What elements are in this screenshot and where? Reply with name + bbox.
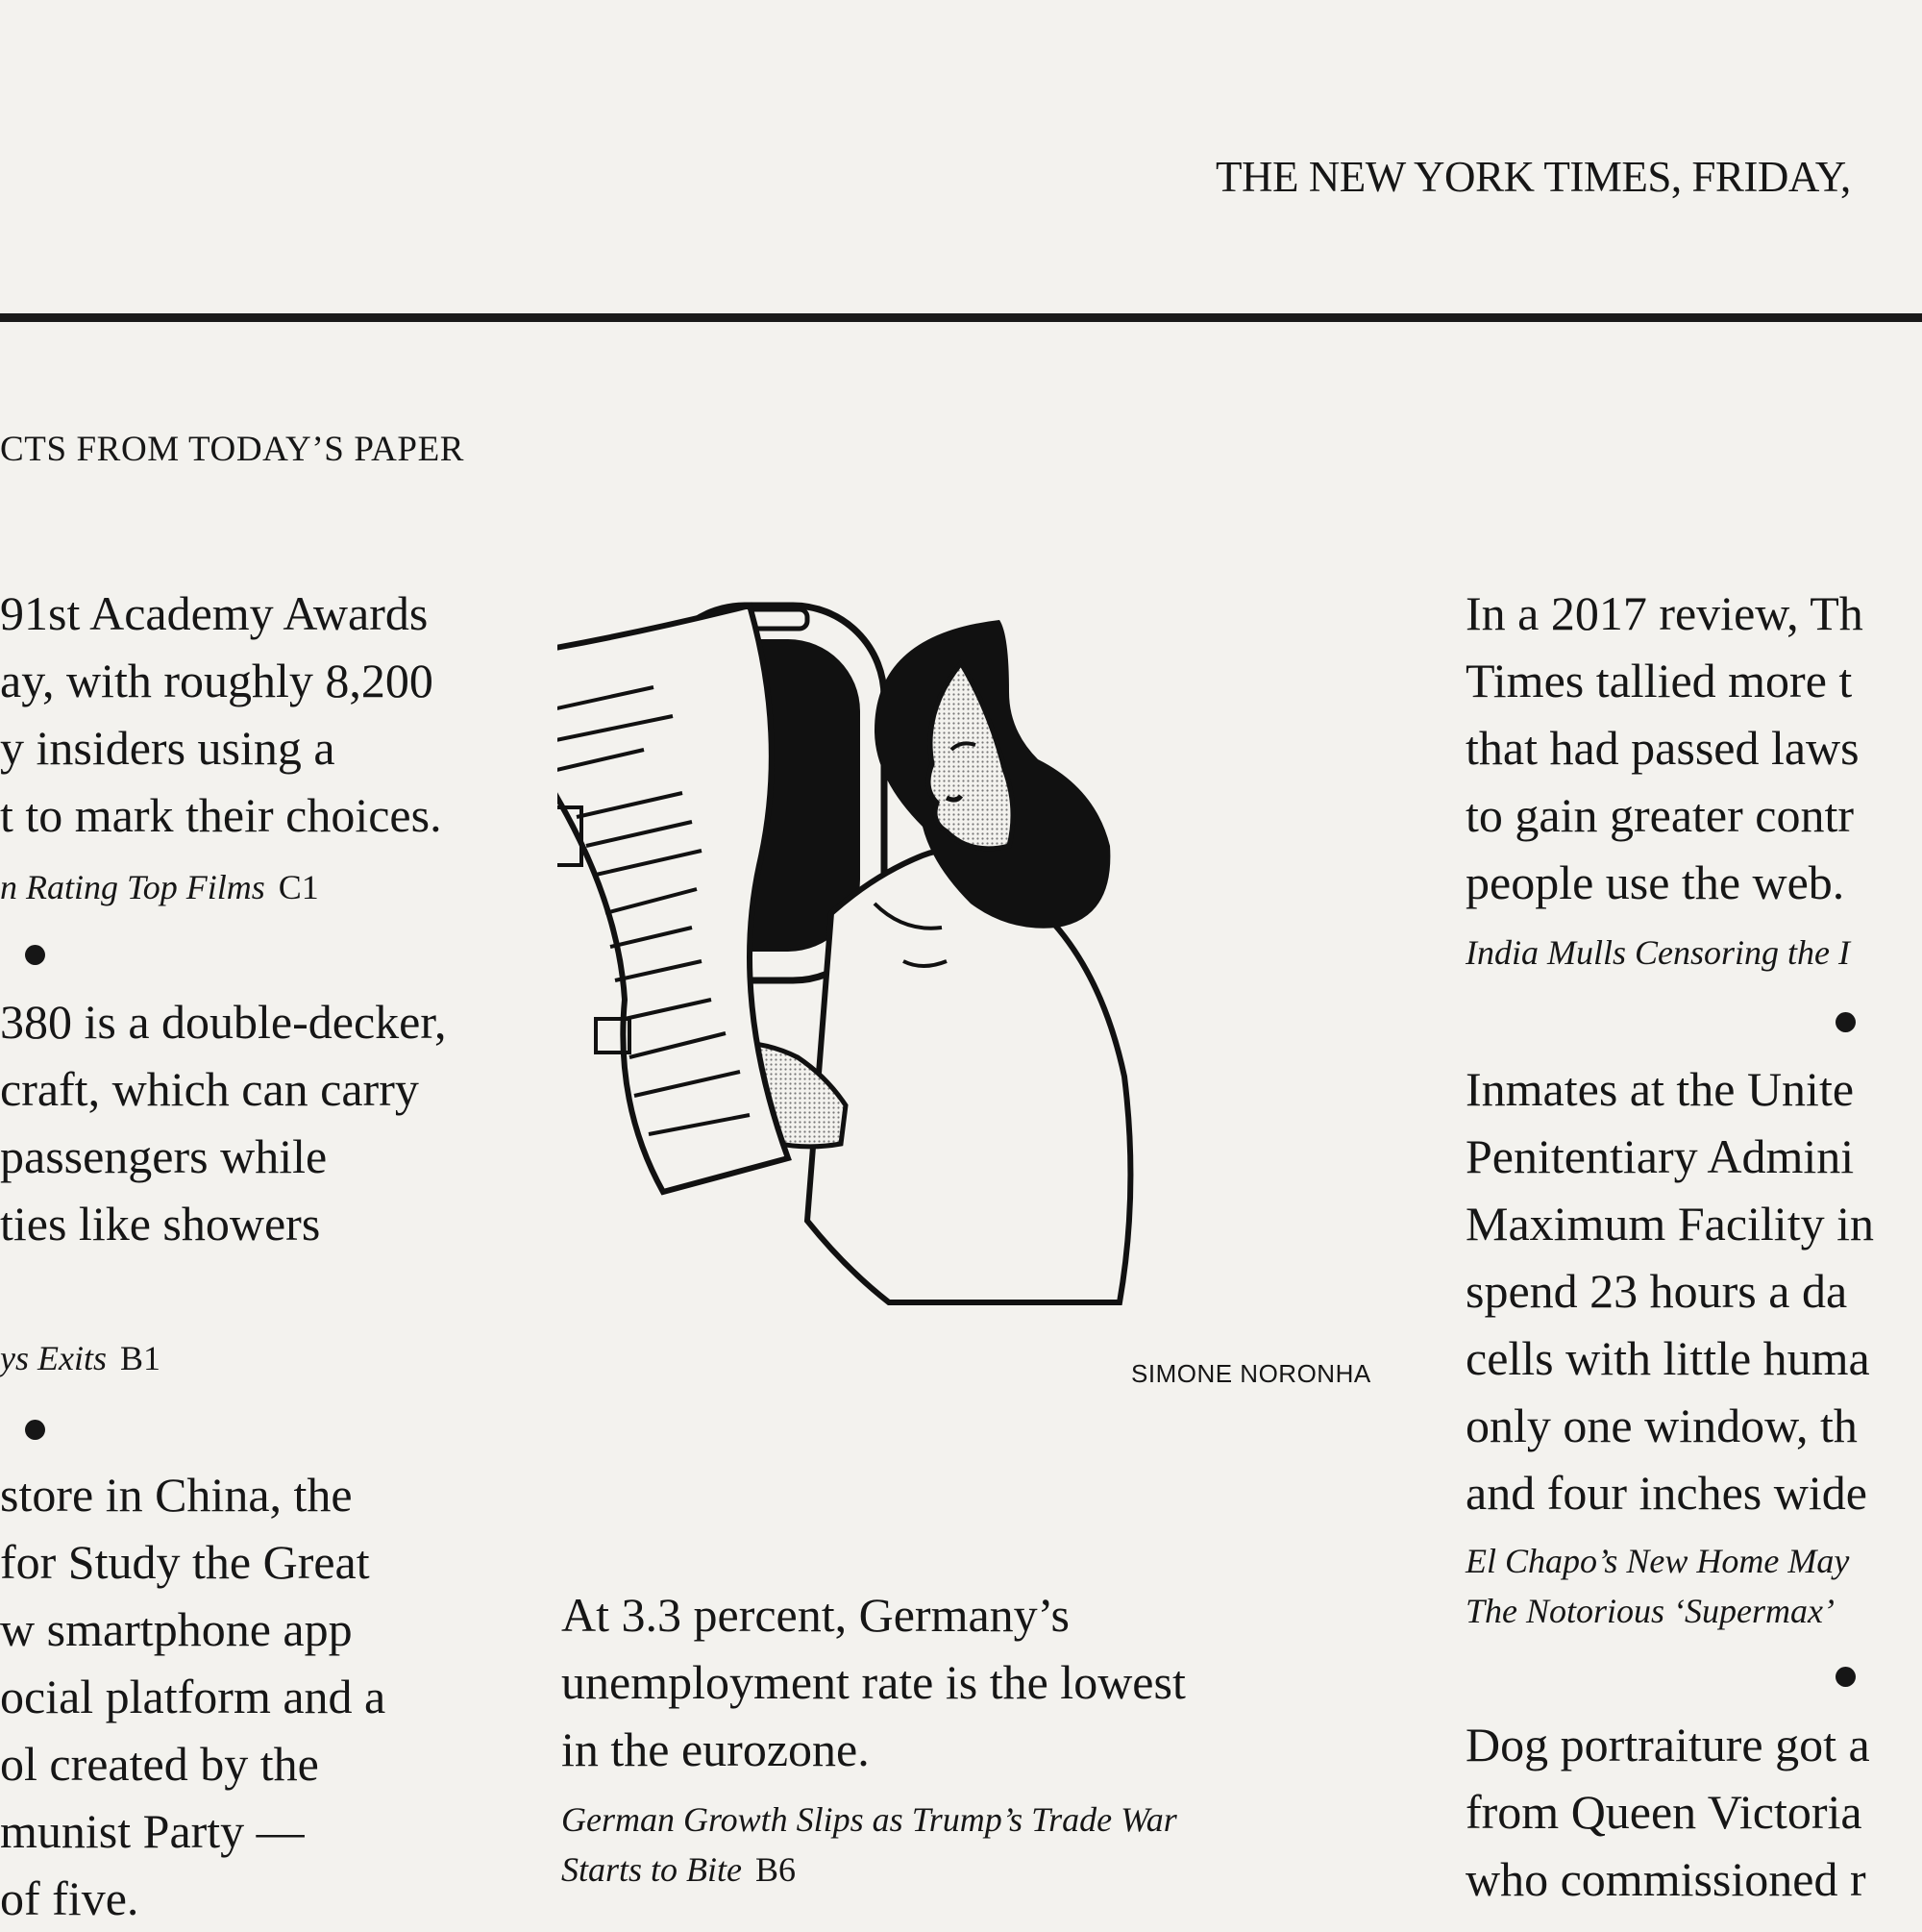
left-item1-line: ay, with roughly 8,200 bbox=[0, 654, 433, 707]
left-item3-line: for Study the Great bbox=[0, 1535, 370, 1589]
newspaper-icon bbox=[557, 606, 788, 1192]
center-line: unemployment rate is the lowest bbox=[561, 1655, 1186, 1709]
masthead-rule bbox=[0, 313, 1922, 322]
right-item2-line: cells with little huma bbox=[1466, 1331, 1870, 1385]
ref-title: Starts to Bite bbox=[561, 1850, 742, 1889]
left-item1-ref[interactable] bbox=[0, 867, 319, 907]
ref-page: B6 bbox=[755, 1850, 797, 1889]
left-item2-line: craft, which can carry bbox=[0, 1062, 419, 1116]
center-ref-title[interactable]: German Growth Slips as Trump’s Trade War bbox=[561, 1800, 1177, 1839]
right-item2-ref[interactable]: El Chapo’s New Home May bbox=[1466, 1542, 1850, 1580]
right-item3-line: from Queen Victoria bbox=[1466, 1785, 1862, 1839]
right-item1-line: In a 2017 review, Th bbox=[1466, 586, 1863, 640]
right-item2-line: and four inches wide bbox=[1466, 1466, 1867, 1520]
right-item3-line: Dog portraiture got a bbox=[1466, 1718, 1870, 1771]
center-line: At 3.3 percent, Germany’s bbox=[561, 1588, 1071, 1642]
left-item3-line: of five. bbox=[0, 1871, 139, 1925]
left-item1-line: t to mark their choices. bbox=[0, 788, 442, 842]
bullet-separator bbox=[1836, 1667, 1856, 1687]
bullet-separator bbox=[25, 945, 45, 965]
illustration-credit: SIMONE NORONHA bbox=[1131, 1359, 1371, 1388]
left-item3-line: w smartphone app bbox=[0, 1602, 353, 1656]
center-line: in the eurozone. bbox=[561, 1722, 870, 1776]
bullet-separator bbox=[25, 1420, 45, 1440]
left-item3-line: store in China, the bbox=[0, 1468, 353, 1522]
left-item2-line: 380 is a double-decker, bbox=[0, 995, 447, 1049]
left-item1-line: 91st Academy Awards bbox=[0, 586, 429, 640]
right-item1-line: that had passed laws bbox=[1466, 721, 1860, 775]
right-item1-line: to gain greater contr bbox=[1466, 788, 1854, 842]
masthead: THE NEW YORK TIMES, FRIDAY, bbox=[1216, 153, 1851, 201]
right-item3-line: who commissioned r bbox=[1466, 1852, 1866, 1906]
right-item1-line: Times tallied more t bbox=[1466, 654, 1853, 707]
right-item2-line: Penitentiary Admini bbox=[1466, 1129, 1855, 1183]
right-item2-ref[interactable]: The Notorious ‘Supermax’ bbox=[1466, 1592, 1835, 1630]
left-item3-line: munist Party — bbox=[0, 1804, 305, 1858]
right-item2-line: only one window, th bbox=[1466, 1399, 1858, 1452]
right-item2-line: Inmates at the Unite bbox=[1466, 1062, 1855, 1116]
right-item2-line: spend 23 hours a da bbox=[1466, 1264, 1848, 1318]
right-item1-line: people use the web. bbox=[1466, 855, 1845, 909]
section-label: CTS FROM TODAY’S PAPER bbox=[0, 430, 465, 469]
newspaper-reader-illustration bbox=[557, 596, 1326, 1375]
center-ref[interactable] bbox=[561, 1849, 796, 1890]
left-item3-line: ocial platform and a bbox=[0, 1670, 386, 1723]
bullet-separator bbox=[1836, 1012, 1856, 1032]
left-item1-line: y insiders using a bbox=[0, 721, 335, 775]
left-item2-ref[interactable] bbox=[0, 1338, 160, 1378]
ref-page: B1 bbox=[119, 1339, 160, 1377]
left-item2-line: passengers while bbox=[0, 1129, 328, 1183]
right-item1-ref[interactable]: India Mulls Censoring the I bbox=[1466, 933, 1850, 972]
left-item2-line: ties like showers bbox=[0, 1197, 321, 1251]
ref-page: C1 bbox=[278, 868, 319, 906]
ref-title: ys Exits bbox=[0, 1339, 107, 1377]
left-item3-line: ol created by the bbox=[0, 1737, 319, 1791]
right-item2-line: Maximum Facility in bbox=[1466, 1197, 1874, 1251]
ref-title: n Rating Top Films bbox=[0, 868, 265, 906]
